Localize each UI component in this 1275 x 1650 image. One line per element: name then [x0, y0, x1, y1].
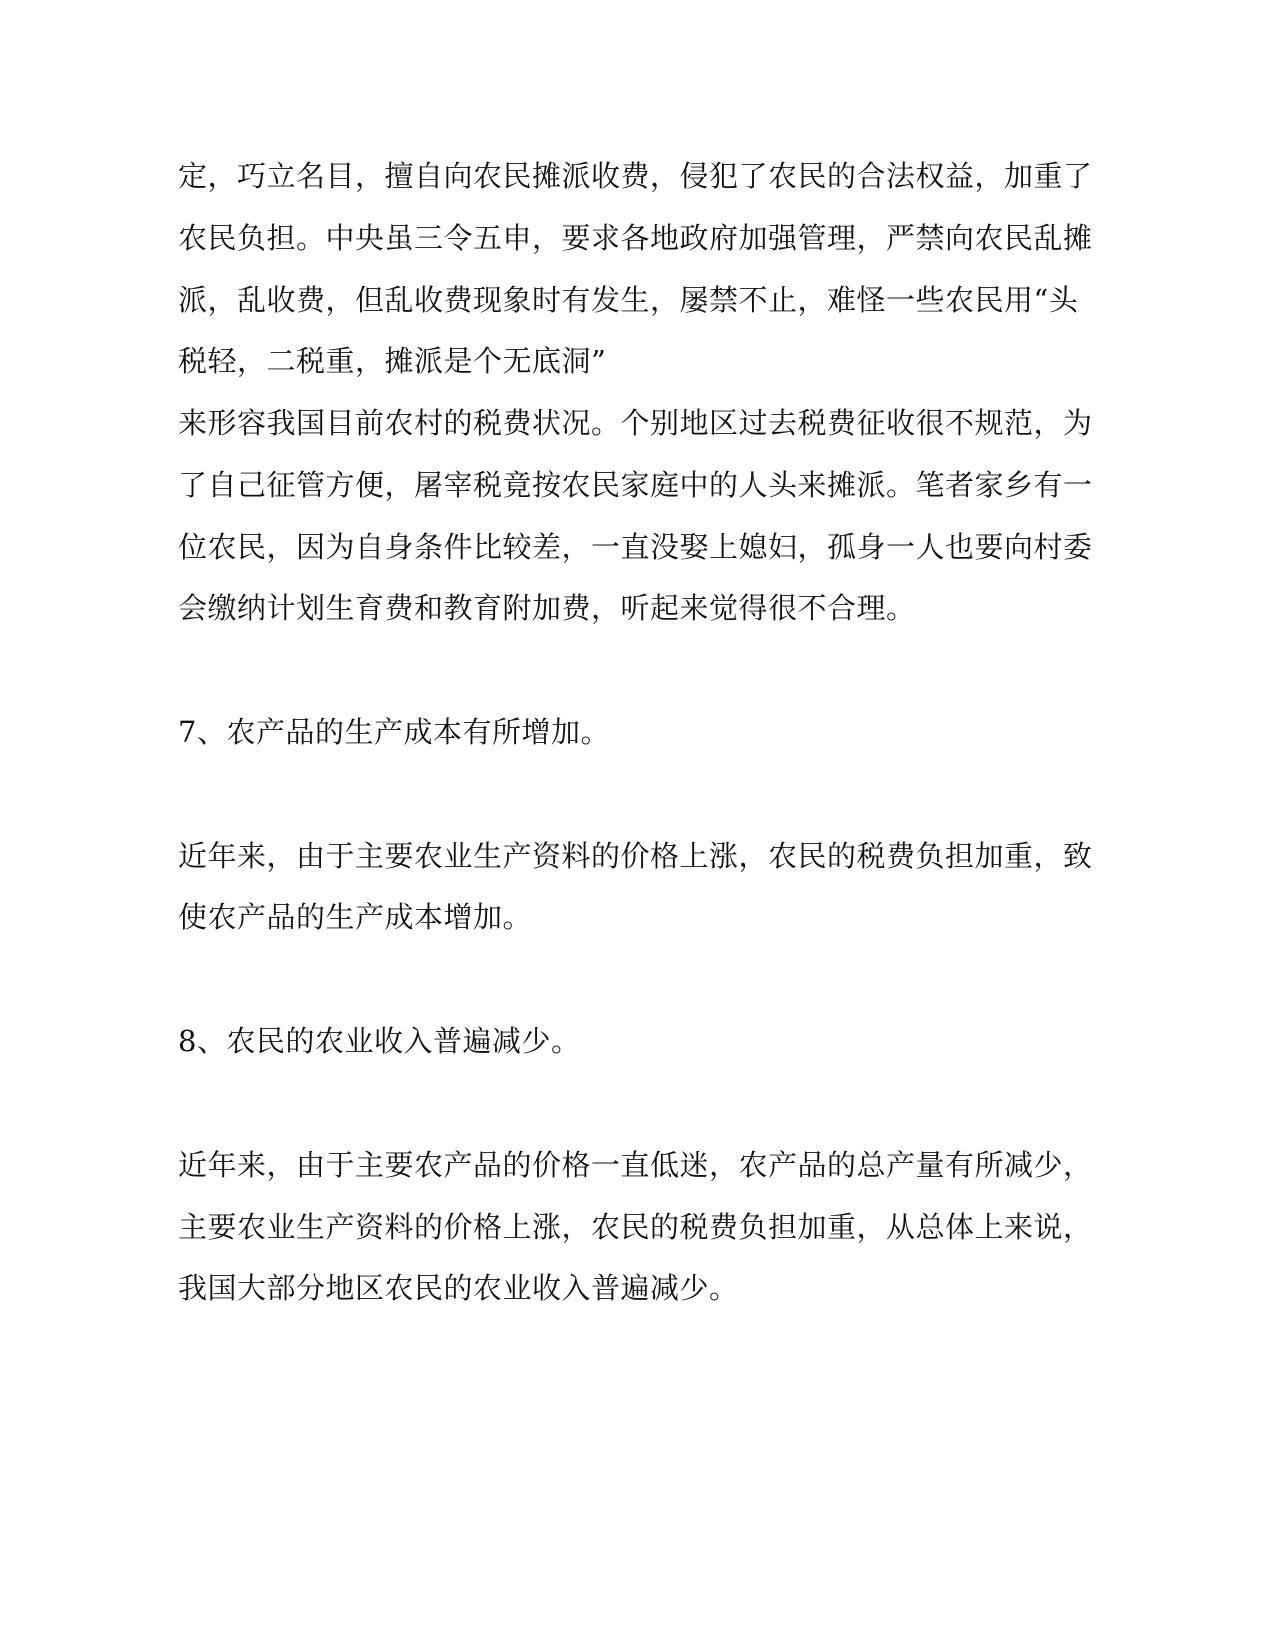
- paragraph-1-line-3: 派，乱收费，但乱收费现象时有发生，屡禁不止，难怪一些农民用“头: [178, 283, 1079, 317]
- paragraph-2-line-4: 会缴纳计划生育费和教育附加费，听起来觉得很不合理。: [178, 591, 916, 625]
- paragraph-1-line-1: 定，巧立名目，擅自向农民摊派收费，侵犯了农民的合法权益，加重了: [178, 159, 1093, 193]
- paragraph-2-line-3: 位农民，因为自身条件比较差，一直没娶上媳妇，孤身一人也要向村委: [178, 530, 1093, 564]
- paragraph-3-line-2: 使农产品的生产成本增加。: [178, 900, 533, 934]
- paragraph-1-line-4: 税轻，二税重，摊派是个无底洞”: [178, 344, 607, 378]
- paragraph-4-line-1: 近年来，由于主要农产品的价格一直低迷，农产品的总产量有所减少，: [178, 1148, 1093, 1182]
- paragraph-3-line-1: 近年来，由于主要农业生产资料的价格上涨，农民的税费负担加重，致: [178, 839, 1093, 873]
- paragraph-1-line-2: 农民负担。中央虽三令五申，要求各地政府加强管理，严禁向农民乱摊: [178, 221, 1093, 255]
- paragraph-4-line-3: 我国大部分地区农民的农业收入普遍减少。: [178, 1271, 739, 1305]
- section-heading-7: 7、农产品的生产成本有所增加。: [178, 715, 610, 749]
- paragraph-4-line-2: 主要农业生产资料的价格上涨，农民的税费负担加重，从总体上来说，: [178, 1210, 1093, 1244]
- paragraph-2-line-1: 来形容我国目前农村的税费状况。个别地区过去税费征收很不规范，为: [178, 406, 1093, 440]
- section-heading-8: 8、农民的农业收入普遍减少。: [178, 1024, 581, 1058]
- paragraph-2-line-2: 了自己征管方便，屠宰税竟按农民家庭中的人头来摊派。笔者家乡有一: [178, 468, 1093, 502]
